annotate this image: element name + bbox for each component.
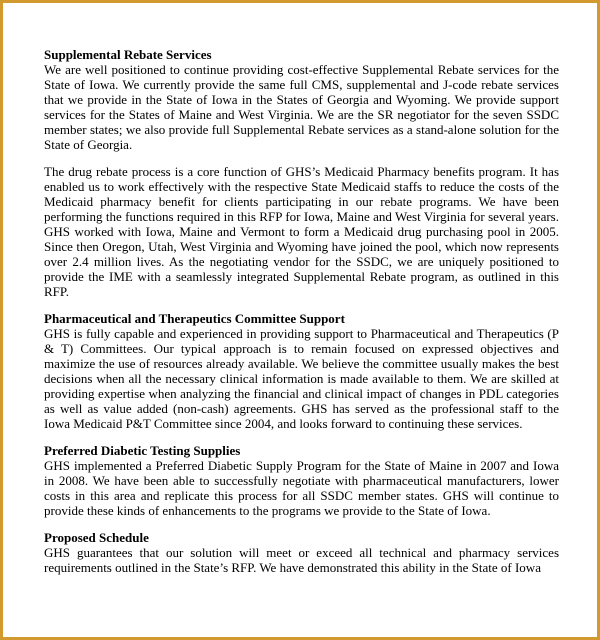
section-supplemental-rebate-services (44, 47, 559, 299)
section-heading: Pharmaceutical and Therapeutics Committee Support (44, 311, 345, 326)
section-heading: Proposed Schedule (44, 530, 149, 545)
section-heading: Supplemental Rebate Services (44, 47, 212, 62)
section-heading: Preferred Diabetic Testing Supplies (44, 443, 241, 458)
section-diabetic-testing-supplies (44, 443, 559, 518)
section-pt-committee-support (44, 311, 559, 431)
bottom-fade-overlay (3, 611, 597, 637)
section-paragraph: The drug rebate process is a core function of GHS’s Medicaid Pharmacy benefits program. It has enabled us to work effectively with the respective State Medicaid staffs to reduce the costs of the Medicaid pharmacy benefit for clients participating in our rebate programs. We have been performing the functions required in this RFP for Iowa, Maine and West Virginia for several years. GHS worked with Iowa, Maine and Vermont to form a Medicaid drug purchasing pool in 2005. Since then Oregon, Utah, West Virginia and Wyoming have joined the pool, which now represents over 2.4 million lives. As the negotiating vendor for the SSDC, we are uniquely positioned to provide the IME with a seamlessly integrated Supplemental Rebate program, as outlined in this RFP. (44, 164, 559, 299)
section-proposed-schedule (44, 530, 559, 575)
section-paragraph: GHS implemented a Preferred Diabetic Supply Program for the State of Maine in 2007 and Iowa in 2008. We have been able to successfully negotiate with pharmaceutical manufacturers, lower costs in this area and replicate this process for all SSDC member states. GHS will continue to provide these kinds of enhancements to the programs we provide to the State of Iowa. (44, 458, 559, 518)
section-paragraph: GHS is fully capable and experienced in providing support to Pharmaceutical and Therapeutics (P & T) Committees. Our typical approach is to remain focused on expressed objectives and maximize the use of resources already available. We believe the committee usually makes the best decisions when all the necessary clinical information is made available to them. We are skilled at providing expertise when analyzing the financial and clinical impact of changes in PDL categories as well as value added (non-cash) agreements. GHS has served as the professional staff to the Iowa Medicaid P&T Committee since 2004, and looks forward to continuing these services. (44, 326, 559, 431)
section-paragraph: We are well positioned to continue providing cost-effective Supplemental Rebate services for the State of Iowa. We currently provide the same full CMS, supplemental and J-code rebate services that we provide in the State of Iowa in the States of Georgia and Wyoming. We provide support services for the States of Maine and West Virginia. We are the SR negotiator for the seven SSDC member states; we also provide full Supplemental Rebate services as a stand-alone solution for the State of Georgia. (44, 62, 559, 152)
section-paragraph: GHS guarantees that our solution will meet or exceed all technical and pharmacy services requirements outlined in the State’s RFP. We have demonstrated this ability in the State of Iowa (44, 545, 559, 575)
document-page (44, 47, 559, 587)
